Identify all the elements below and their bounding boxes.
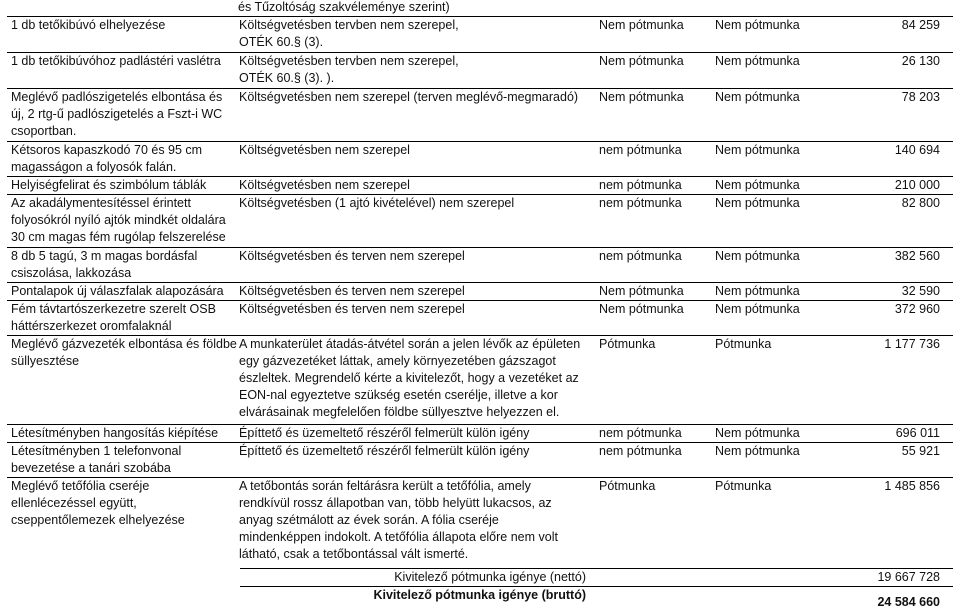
status-2: Nem pótmunka bbox=[714, 442, 832, 477]
item-description: Az akadálymentesítéssel érintett folyosókról nyíló ajtók mindkét oldalára 30 cm magas fém rugólap felszerelése bbox=[7, 194, 238, 247]
item-description: Meglévő padlószigetelés elbontása és új, 2 rtg-ű padlószigetelés a Fszt-i WC csoportban. bbox=[7, 88, 238, 141]
status-1: Nem pótmunka bbox=[598, 16, 714, 52]
status-2: Nem pótmunka bbox=[714, 424, 832, 442]
budget-note: Költségvetésben és terven nem szerepel bbox=[238, 247, 598, 282]
item-description: Meglévő tetőfólia cseréje ellenlécezéssel együtt, cseppentőlemezek elhelyezése bbox=[7, 477, 238, 565]
item-description: Létesítményben 1 telefonvonal bevezetése a tanári szobába bbox=[7, 442, 238, 477]
status-1: Pótmunka bbox=[598, 335, 714, 424]
amount: 696 011 bbox=[832, 424, 953, 442]
amount: 84 259 bbox=[832, 16, 953, 52]
table-row bbox=[7, 424, 953, 442]
status-1: nem pótmunka bbox=[598, 424, 714, 442]
status-1: Nem pótmunka bbox=[598, 300, 714, 335]
amount: 140 694 bbox=[832, 141, 953, 176]
budget-note: Építtető és üzemeltető részéről felmerült külön igény bbox=[238, 442, 598, 477]
budget-note: Költségvetésben és terven nem szerepel bbox=[238, 282, 598, 300]
budget-note: Költségvetésben tervben nem szerepel, OTÉK 60.§ (3). bbox=[238, 16, 598, 52]
supplementary-work-table bbox=[7, 0, 953, 565]
item-description: Létesítményben hangosítás kiépítése bbox=[7, 424, 238, 442]
status-2: Nem pótmunka bbox=[714, 52, 832, 88]
budget-note: Költségvetésben tervben nem szerepel, OTÉK 60.§ (3). ). bbox=[238, 52, 598, 88]
status-2: Pótmunka bbox=[714, 335, 832, 424]
amount: 382 560 bbox=[832, 247, 953, 282]
item-description: Kétsoros kapaszkodó 70 és 95 cm magasságon a folyosók falán. bbox=[7, 141, 238, 176]
table-row bbox=[7, 335, 953, 424]
budget-note: Költségvetésben nem szerepel (terven meglévő-megmaradó) bbox=[238, 88, 598, 141]
item-description: Helyiségfelirat és szimbólum táblák bbox=[7, 176, 238, 194]
status-1: nem pótmunka bbox=[598, 141, 714, 176]
status-1: nem pótmunka bbox=[598, 247, 714, 282]
net-total-row bbox=[240, 568, 953, 586]
table-row bbox=[7, 194, 953, 247]
status-1: nem pótmunka bbox=[598, 176, 714, 194]
amount: 372 960 bbox=[832, 300, 953, 335]
table-row bbox=[7, 477, 953, 565]
budget-note: Költségvetésben és terven nem szerepel bbox=[238, 300, 598, 335]
status-1: Pótmunka bbox=[598, 477, 714, 565]
net-total-label: Kivitelező pótmunka igénye (nettó) bbox=[394, 570, 586, 584]
budget-note: A munkaterület átadás-átvétel során a jelen lévők az épületen egy gázvezetéket láttak, amely környezetében gázszagot észleltek. Megrendelő kérte a kivitelezőt, hogy a vezetéket az EON-nal egyeztetve szükség esetén cserélje, illetve a kor elvárásainak megfelelően földbe süllyesztve helyezzen el. bbox=[238, 335, 598, 424]
amount: 82 800 bbox=[832, 194, 953, 247]
status-2: Nem pótmunka bbox=[714, 88, 832, 141]
amount: 1 485 856 bbox=[832, 477, 953, 565]
table-row bbox=[7, 16, 953, 52]
status-2: Nem pótmunka bbox=[714, 16, 832, 52]
status-2: Pótmunka bbox=[714, 477, 832, 565]
amount: 32 590 bbox=[832, 282, 953, 300]
status-1: Nem pótmunka bbox=[598, 282, 714, 300]
gross-total-value: 24 584 660 bbox=[877, 595, 940, 609]
status-2: Nem pótmunka bbox=[714, 300, 832, 335]
status-1: nem pótmunka bbox=[598, 194, 714, 247]
status-1: Nem pótmunka bbox=[598, 52, 714, 88]
budget-note: Építtető és üzemeltető részéről felmerült külön igény bbox=[238, 424, 598, 442]
status-1: nem pótmunka bbox=[598, 442, 714, 477]
table-row bbox=[7, 176, 953, 194]
item-description: 1 db tetőkibúvóhoz padlástéri vaslétra bbox=[7, 52, 238, 88]
status-2: Nem pótmunka bbox=[714, 176, 832, 194]
net-total-value: 19 667 728 bbox=[877, 570, 940, 584]
amount: 1 177 736 bbox=[832, 335, 953, 424]
table-row bbox=[7, 282, 953, 300]
table-row bbox=[7, 52, 953, 88]
table-row bbox=[7, 300, 953, 335]
amount: 55 921 bbox=[832, 442, 953, 477]
gross-total-row bbox=[240, 586, 953, 612]
item-description: Fém távtartószerkezetre szerelt OSB háttérszerkezet oromfalaknál bbox=[7, 300, 238, 335]
amount: 78 203 bbox=[832, 88, 953, 141]
table-row bbox=[7, 247, 953, 282]
budget-note: Költségvetésben nem szerepel bbox=[238, 141, 598, 176]
item-description: Meglévő gázvezeték elbontása és földbe süllyesztése bbox=[7, 335, 238, 424]
table-row bbox=[7, 88, 953, 141]
status-2: Nem pótmunka bbox=[714, 141, 832, 176]
gross-total-label: Kivitelező pótmunka igénye (bruttó) bbox=[373, 588, 586, 602]
status-1: Nem pótmunka bbox=[598, 88, 714, 141]
table-row bbox=[7, 141, 953, 176]
continuation-row bbox=[7, 0, 953, 16]
budget-note: Költségvetésben (1 ajtó kivételével) nem szerepel bbox=[238, 194, 598, 247]
item-description: 1 db tetőkibúvó elhelyezése bbox=[7, 16, 238, 52]
amount: 26 130 bbox=[832, 52, 953, 88]
table-row bbox=[7, 442, 953, 477]
continuation-text: és Tűzoltóság szakvéleménye szerint) bbox=[238, 0, 450, 14]
item-description: Pontalapok új válaszfalak alapozására bbox=[7, 282, 238, 300]
item-description: 8 db 5 tagú, 3 m magas bordásfal csiszolása, lakkozása bbox=[7, 247, 238, 282]
budget-note: Költségvetésben nem szerepel bbox=[238, 176, 598, 194]
status-2: Nem pótmunka bbox=[714, 282, 832, 300]
status-2: Nem pótmunka bbox=[714, 194, 832, 247]
amount: 210 000 bbox=[832, 176, 953, 194]
status-2: Nem pótmunka bbox=[714, 247, 832, 282]
budget-note: A tetőbontás során feltárásra került a tetőfólia, amely rendkívül rossz állapotban van, több helyütt lukacsos, az anyag szétmálott az évek során. A fólia cseréje mindenképpen indokolt. A tetőfólia állapota előre nem volt látható, csak a tetőbontással vált ismerté. bbox=[238, 477, 598, 565]
